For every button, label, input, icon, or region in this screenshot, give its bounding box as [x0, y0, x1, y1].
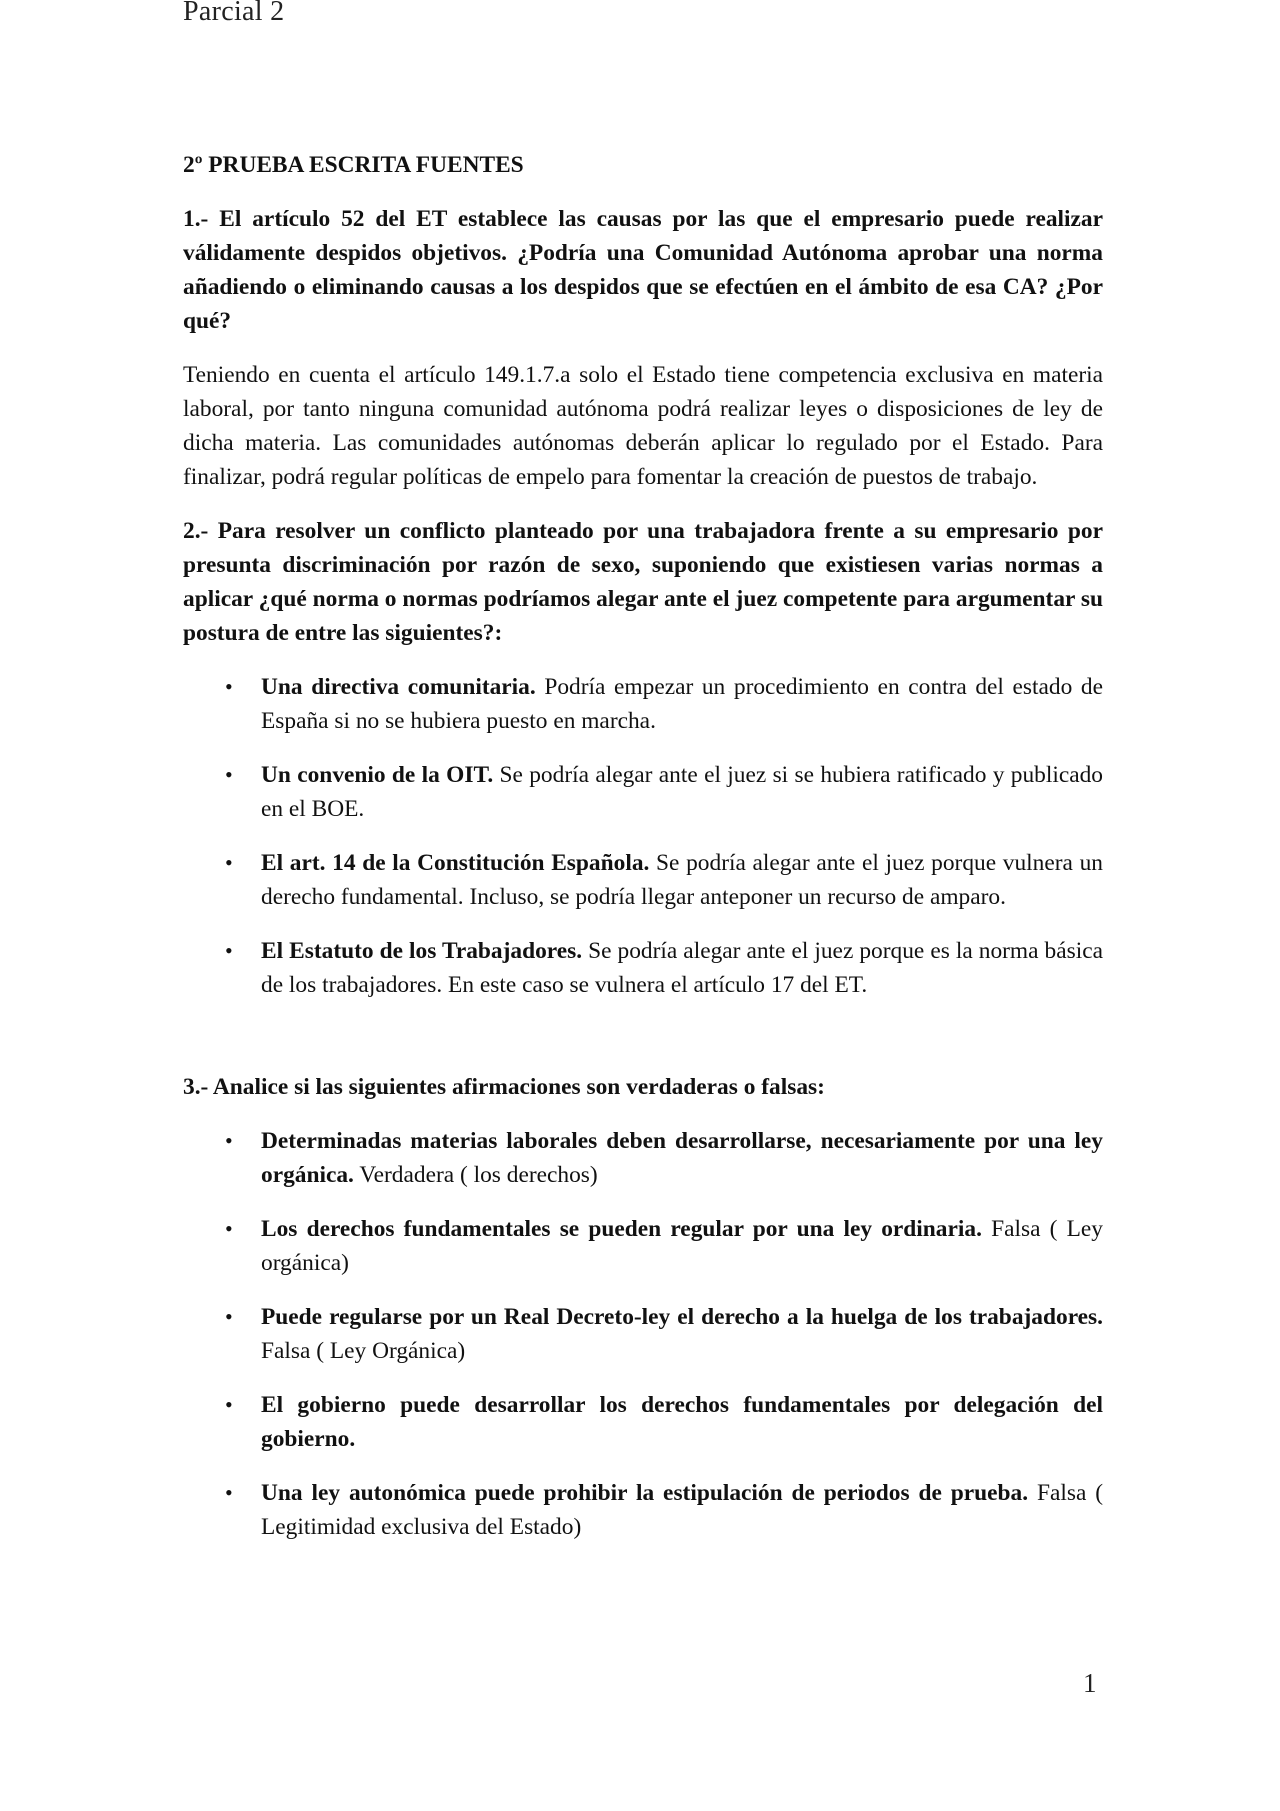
question-3-statements	[183, 1124, 1103, 1544]
question-3: 3.- Analice si las siguientes afirmaciones son verdaderas o falsas:	[183, 1074, 825, 1100]
bullet-icon: •	[225, 1392, 233, 1417]
question-2-options	[183, 670, 1103, 1002]
list-item: • El Estatuto de los Trabajadores. Se podría alegar ante el juez porque es la norma básica de los trabajadores. En este caso se vulnera el artículo 17 del ET.	[183, 934, 1103, 1002]
bullet-icon: •	[225, 762, 233, 787]
document-body	[183, 148, 1103, 1564]
bullet-icon: •	[225, 1128, 233, 1153]
list-item: • Una directiva comunitaria. Podría empezar un procedimiento en contra del estado de España si no se hubiera puesto en marcha.	[183, 670, 1103, 738]
bullet-icon: •	[225, 1480, 233, 1505]
question-1: 1.- El artículo 52 del ET establece las causas por las que el empresario puede realizar válidamente despidos objetivos. ¿Podría una Comunidad Autónoma aprobar una norma añadiendo o eliminando causas a los despidos que se efectúen en el ámbito de esa CA? ¿Por qué?	[183, 206, 1103, 334]
list-item: • El art. 14 de la Constitución Española. Se podría alegar ante el juez porque vulnera un derecho fundamental. Incluso, se podría llegar anteponer un recurso de amparo.	[183, 846, 1103, 914]
bullet-icon: •	[225, 938, 233, 963]
list-item: • Puede regularse por un Real Decreto-ley el derecho a la huelga de los trabajadores. Falsa ( Ley Orgánica)	[183, 1300, 1103, 1368]
list-item: • Los derechos fundamentales se pueden regular por una ley ordinaria. Falsa ( Ley orgánica)	[183, 1212, 1103, 1280]
document-title: 2º PRUEBA ESCRITA FUENTES	[183, 152, 524, 178]
question-2: 2.- Para resolver un conflicto planteado por una trabajadora frente a su empresario por presunta discriminación por razón de sexo, suponiendo que existiesen varias normas a aplicar ¿qué norma o normas podríamos alegar ante el juez competente para argumentar su postura de entre las siguientes?:	[183, 518, 1103, 646]
answer-1: Teniendo en cuenta el artículo 149.1.7.a solo el Estado tiene competencia exclusiva en materia laboral, por tanto ninguna comunidad autónoma podrá realizar leyes o disposiciones de ley de dicha materia. Las comunidades autónomas deberán aplicar lo regulado por el Estado. Para finalizar, podrá regular políticas de empelo para fomentar la creación de puestos de trabajo.	[183, 362, 1103, 490]
list-item: • El gobierno puede desarrollar los derechos fundamentales por delegación del gobierno.	[183, 1388, 1103, 1456]
bullet-icon: •	[225, 674, 233, 699]
page-number: 1	[1083, 1668, 1097, 1698]
list-item: • Determinadas materias laborales deben desarrollarse, necesariamente por una ley orgánica. Verdadera ( los derechos)	[183, 1124, 1103, 1192]
bullet-icon: •	[225, 1304, 233, 1329]
list-item: • Una ley autonómica puede prohibir la estipulación de periodos de prueba. Falsa ( Legitimidad exclusiva del Estado)	[183, 1476, 1103, 1544]
bullet-icon: •	[225, 850, 233, 875]
bullet-icon: •	[225, 1216, 233, 1241]
list-item: • Un convenio de la OIT. Se podría alegar ante el juez si se hubiera ratificado y publicado en el BOE.	[183, 758, 1103, 826]
page-header-title: Parcial 2	[183, 0, 285, 27]
